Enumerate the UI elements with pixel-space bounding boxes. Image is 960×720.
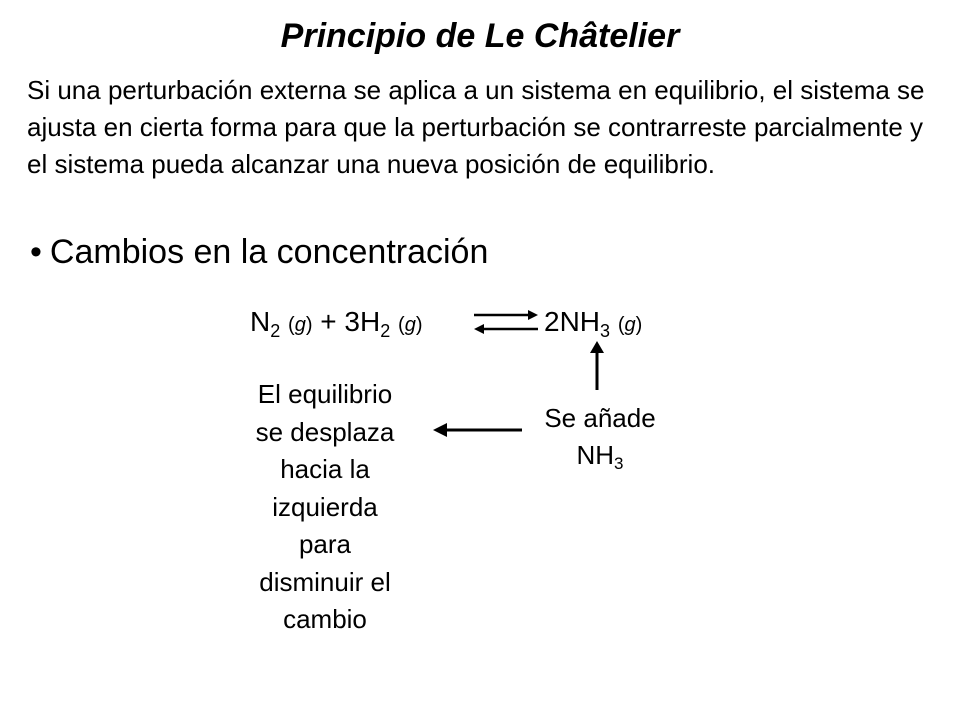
h2-subscript: 2 — [380, 321, 391, 341]
shift-line: hacia la — [280, 454, 370, 484]
n2-subscript: 2 — [270, 321, 281, 341]
shift-line: El equilibrio — [257, 379, 393, 409]
definition-paragraph: Si una perturbación externa se aplica a un sistema en equilibrio, el sistema se ajusta en cierta forma para que la perturbación se contrarreste parcialmente y el sistema pueda alcanzar una nueva posición de equilibrio. — [27, 75, 925, 179]
perturbation-label — [510, 400, 690, 474]
equilibrium-arrows-icon — [472, 306, 540, 338]
shift-line: para — [298, 529, 352, 559]
shift-line: disminuir el — [259, 566, 391, 597]
nh3-state: (g) — [617, 314, 643, 336]
h2-symbol: H — [360, 306, 381, 337]
plus-sign: + — [320, 306, 337, 337]
chemical-equation — [250, 302, 680, 342]
h2-state: (g) — [398, 314, 423, 336]
n2-symbol: N — [250, 306, 271, 337]
up-arrow-icon — [585, 340, 609, 392]
shift-explanation — [225, 376, 425, 639]
n2-state: (g) — [288, 314, 313, 336]
equation-reactants — [250, 302, 423, 345]
perturbation-species: $NH_3$ — [576, 440, 624, 473]
bullet-marker: • — [30, 233, 42, 271]
slide-title: Principio de Le Châtelier — [280, 17, 680, 55]
bullet-item — [30, 228, 488, 276]
shift-line: izquierda — [272, 491, 378, 522]
equation-product — [544, 302, 642, 345]
nh3-coefficient: 2 — [544, 306, 560, 337]
perturbation-text: Se añade — [544, 403, 656, 433]
shift-line: se desplaza — [255, 416, 395, 447]
nh3-subscript: 3 — [600, 321, 611, 341]
nh3-symbol: NH — [559, 306, 601, 337]
shift-line: cambio — [283, 604, 367, 634]
bullet-text: Cambios en la concentración — [49, 233, 489, 271]
h2-coefficient: 3 — [344, 306, 360, 337]
